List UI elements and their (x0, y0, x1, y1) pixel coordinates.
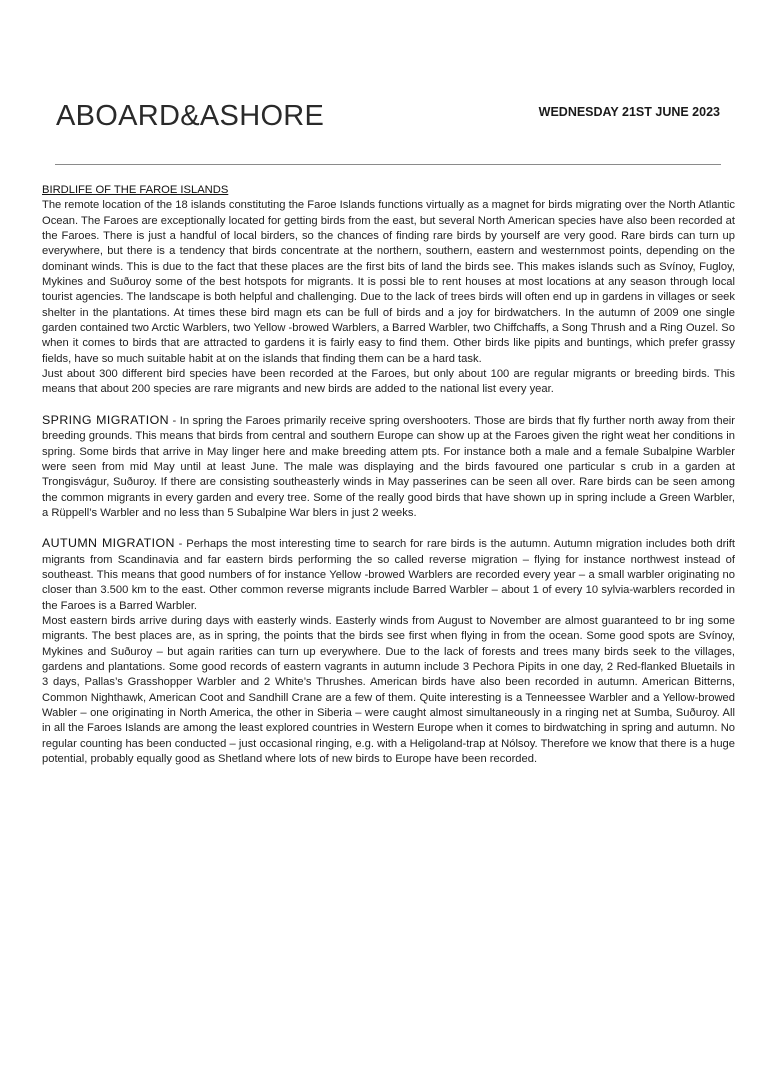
intro-paragraph: Just about 300 different bird species have been recorded at the Faroes, but only about 100 are regular migrants or breeding birds. This means that about 200 species are rare migrants and new birds are added to the national list every year. (42, 368, 735, 396)
section-gap (42, 521, 735, 536)
spring-migration-heading: SPRING MIGRATION (42, 412, 170, 427)
autumn-migration-paragraph-2: Most eastern birds arrive during days with easterly winds. Easterly winds from August to November are almost guaranteed to br ing some migrants. The best places are, as in spring, the points that the birds see first when flying in from the ocean. Some good spots are Svínoy, Mykines and Suðuroy – but again rarities can turn up everywhere. Due to the lack of forests and trees many birds seek to the villages, gardens and plantations. Some good records of eastern vagrants in autumn include 3 Pechora Pipits in one day, 2 Red-flanked Bluetails in 3 days, Pallas’s Grasshopper Warbler and 2 White’s Thrushes. American birds have also been recorded in autumn. American Bitterns, Common Nighthawk, American Coot and Sandhill Crane are a few of them. Quite interesting is a Tenneessee Warbler and a Yellow-browed Wabler – one originating in North America, the other in Siberia – were caught almost simultaneously in a ringing net at Sumba, Suðuroy. All in all the Faroes Islands are among the least explored countries in Western Europe when it comes to birdwatching in spring and autumn. No regular counting has been conducted – just occasional ringing, e.g. with a Heligoland-trap at Nólsoy. Therefore we know that there is a huge potential, probably equally good as Shetland where lots of new birds to Europe have been recorded. (42, 614, 735, 766)
masthead-title: ABOARD&ASHORE (56, 100, 325, 132)
autumn-migration-paragraph (42, 536, 735, 614)
article-body (42, 183, 735, 767)
spring-migration-paragraph (42, 413, 735, 521)
spring-migration-text: - In spring the Faroes primarily receive spring overshooters. Those are birds that fly further north away from their breeding grounds. This means that birds from central and southern Europe can show up at the Faroes given the right weat her conditions in spring. Some birds that arrive in May linger here and make breeding attem pts. For instance both a male and a female Subalpine Warbler were seen from mid May until at least June. The male was displaying and the birds favoured one particular s crub in a garden at Trongisvágur, Suðuroy. If there are consisting southeasterly winds in May passerines can be seen all over. Rare birds can be seen among the common migrants in every garden and every tree. Some of the really good birds that have shown up in spring include a Green Warbler, a Rüppell’s Warbler and no less than 5 Subalpine War blers in just 2 weeks. (42, 414, 736, 519)
intro-paragraph: The remote location of the 18 islands constituting the Faroe Islands functions virtually as a magnet for birds migrating over the North Atlantic Ocean. The Faroes are exceptionally located for getting birds from the east, but several North American species have also been recorded at the Faroes. There is just a handful of local birders, so the chances of finding rare birds by yourself are very good. Rare birds can turn up everywhere, but there is a tendency that birds concentrate at the northern, southern, eastern and westernmost points, depending on the dominant winds. This is due to the fact that these places are the first bits of land the birds see. This makes islands such as Svínoy, Fugloy, Mykines and Suðuroy some of the best hotspots for migrants. It is possi ble to rent houses at most locations at any season through local tourist agencies. The landscape is both helpful and challenging. Due to the lack of trees birds will often end up in gardens in villages or seek shelter in the plantations. At times these bird magn ets can be full of birds and a joy for birdwatchers. In the autumn of 2009 one single garden contained two Arctic Warblers, two Yellow -browed Warblers, a Barred Warbler, two Chiffchaffs, a Song Thrush and a Ring Ouzel. So when it comes to birds that are attracted to gardens it is fairly easy to find them. Other birds like pipits and buntings, which prefer grassy fields, have so much suitable habit at on the islands that finding them can be a hard task. (42, 199, 735, 365)
issue-date: WEDNESDAY 21ST JUNE 2023 (538, 105, 720, 119)
article-heading: BIRDLIFE OF THE FAROE ISLANDS (42, 184, 229, 196)
header-divider (55, 164, 721, 165)
autumn-migration-heading: AUTUMN MIGRATION (42, 536, 175, 551)
autumn-migration-text: - Perhaps the most interesting time to search for rare birds is the autumn. Autumn migration includes both drift migrants from Scandinavia and far eastern birds performing the so called reverse migration – flying for instance northwest instead of southeast. This means that good numbers of for instance Yellow -browed Warblers are recorded every year – a small warbler originating no closer than 3.500 km to the east. Other common reverse migrants include Barred Warbler – about 1 of every 10 sylvia-warblers recorded in the Faroes is a Barred Warbler. (42, 538, 735, 612)
section-gap (42, 398, 735, 413)
